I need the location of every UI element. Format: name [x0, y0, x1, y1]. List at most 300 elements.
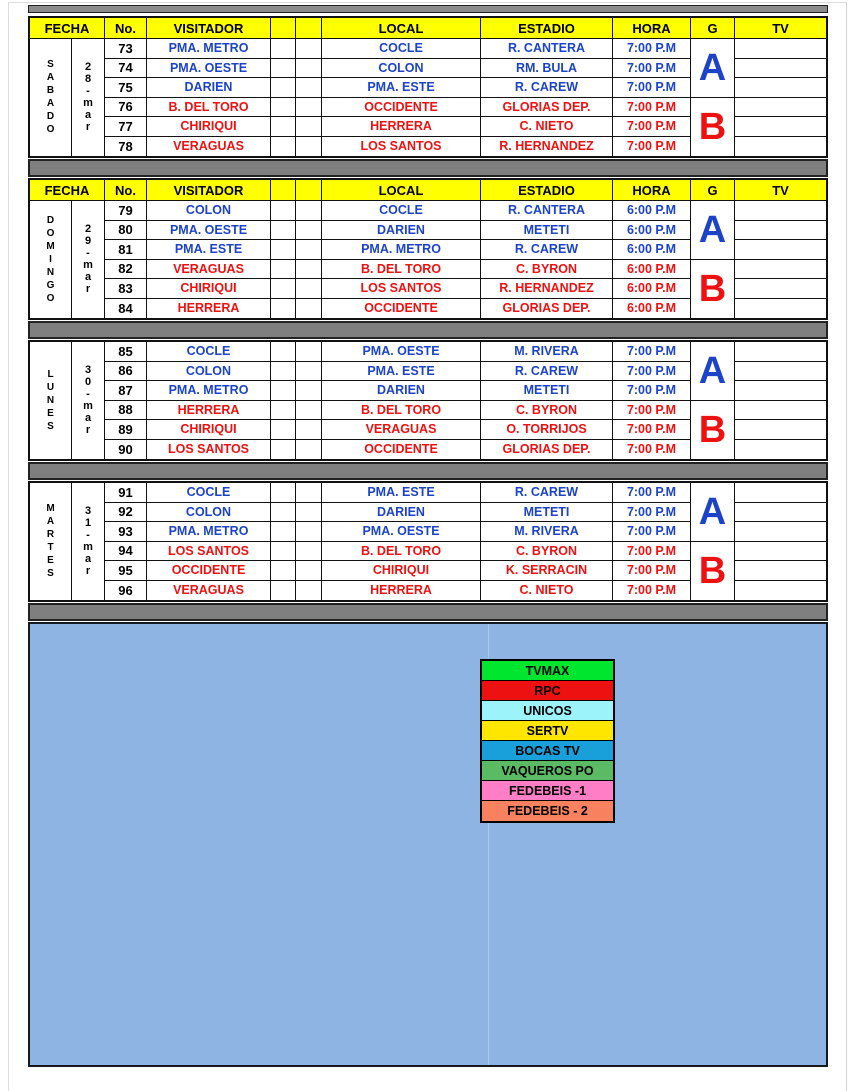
empty-cell — [271, 362, 296, 381]
estadio-cell: R. CANTERA — [481, 39, 613, 58]
local-cell: COCLE — [322, 201, 481, 220]
hora-cell: 7:00 P.M — [613, 561, 691, 580]
vertical-char: B — [46, 85, 55, 96]
vertical-char: m — [83, 97, 93, 109]
empty-cell — [296, 137, 322, 157]
visitador-cell: PMA. METRO — [147, 39, 271, 58]
visitador-cell: PMA. OESTE — [147, 221, 271, 240]
estadio-cell: GLORIAS DEP. — [481, 299, 613, 319]
header-g: G — [691, 18, 735, 38]
schedule-row — [105, 581, 691, 601]
visitador-cell: LOS SANTOS — [147, 542, 271, 561]
empty-cell — [296, 299, 322, 319]
tv-column — [735, 201, 826, 318]
column-header-row — [30, 18, 826, 39]
vertical-char: S — [47, 59, 54, 70]
vertical-char: T — [47, 542, 54, 553]
group-a-cell: A — [691, 483, 734, 542]
group-column — [691, 483, 735, 600]
header-fecha: FECHA — [30, 180, 105, 200]
visitador-cell: PMA. OESTE — [147, 59, 271, 78]
schedule-section — [28, 340, 828, 461]
estadio-cell: R. CAREW — [481, 362, 613, 381]
empty-cell — [296, 98, 322, 117]
game-number-cell: 85 — [105, 342, 147, 361]
estadio-cell: R. CAREW — [481, 483, 613, 502]
tv-cell — [735, 260, 826, 280]
schedule-row — [105, 221, 691, 241]
visitador-cell: PMA. ESTE — [147, 240, 271, 259]
vertical-char: a — [84, 553, 92, 565]
game-number-cell: 96 — [105, 581, 147, 601]
visitador-cell: LOS SANTOS — [147, 440, 271, 460]
game-number-cell: 75 — [105, 78, 147, 97]
header-hora: HORA — [613, 18, 691, 38]
tv-cell — [735, 78, 826, 98]
vertical-char: r — [85, 283, 91, 295]
hora-cell: 6:00 P.M — [613, 279, 691, 298]
game-number-cell: 94 — [105, 542, 147, 561]
vertical-char: r — [85, 121, 91, 133]
vertical-char: M — [46, 503, 55, 514]
hora-cell: 6:00 P.M — [613, 260, 691, 279]
group-a-cell: A — [691, 342, 734, 401]
tv-cell — [735, 279, 826, 299]
tv-cell — [735, 362, 826, 382]
tv-cell — [735, 299, 826, 319]
local-cell: DARIEN — [322, 381, 481, 400]
empty-cell — [271, 240, 296, 259]
tv-column — [735, 342, 826, 459]
empty-cell — [296, 279, 322, 298]
empty-cell — [271, 201, 296, 220]
header-no: No. — [105, 180, 147, 200]
local-cell: PMA. ESTE — [322, 78, 481, 97]
game-number-cell: 73 — [105, 39, 147, 58]
tv-cell — [735, 137, 826, 157]
schedule-row — [105, 503, 691, 523]
vertical-char: A — [46, 72, 55, 83]
tv-column — [735, 483, 826, 600]
game-number-cell: 87 — [105, 381, 147, 400]
estadio-cell: K. SERRACIN — [481, 561, 613, 580]
estadio-cell: C. BYRON — [481, 401, 613, 420]
hora-cell: 7:00 P.M — [613, 39, 691, 58]
footer-panel — [28, 622, 828, 1067]
hora-cell: 7:00 P.M — [613, 78, 691, 97]
empty-cell — [296, 581, 322, 601]
local-cell: B. DEL TORO — [322, 542, 481, 561]
empty-cell — [271, 260, 296, 279]
tv-cell — [735, 581, 826, 601]
game-number-cell: 79 — [105, 201, 147, 220]
empty-cell — [271, 381, 296, 400]
visitador-cell: COCLE — [147, 342, 271, 361]
schedule-row — [105, 420, 691, 440]
empty-cell — [296, 117, 322, 136]
header-g: G — [691, 180, 735, 200]
game-number-cell: 77 — [105, 117, 147, 136]
hora-cell: 6:00 P.M — [613, 240, 691, 259]
empty-cell — [296, 240, 322, 259]
schedule-row — [105, 483, 691, 503]
tv-cell — [735, 440, 826, 460]
estadio-cell: C. BYRON — [481, 260, 613, 279]
separator-bar — [28, 603, 828, 621]
vertical-char: S — [47, 420, 54, 432]
local-cell: LOS SANTOS — [322, 279, 481, 298]
date-label — [72, 483, 105, 600]
schedule-row — [105, 299, 691, 319]
vertical-char: 0 — [84, 376, 92, 388]
tv-cell — [735, 117, 826, 137]
local-cell: OCCIDENTE — [322, 299, 481, 319]
vertical-char: O — [46, 227, 55, 239]
empty-cell — [296, 440, 322, 460]
game-number-cell: 83 — [105, 279, 147, 298]
day-label — [30, 483, 72, 600]
local-cell: PMA. ESTE — [322, 362, 481, 381]
schedule-row — [105, 401, 691, 421]
date-label — [72, 201, 105, 318]
game-number-cell: 95 — [105, 561, 147, 580]
empty-cell — [271, 440, 296, 460]
empty-cell — [271, 39, 296, 58]
header-estadio: ESTADIO — [481, 18, 613, 38]
schedule-row — [105, 201, 691, 221]
visitador-cell: PMA. METRO — [147, 522, 271, 541]
local-cell: B. DEL TORO — [322, 401, 481, 420]
visitador-cell: CHIRIQUI — [147, 420, 271, 439]
separator-bar — [28, 321, 828, 339]
hora-cell: 7:00 P.M — [613, 381, 691, 400]
vertical-char: 1 — [84, 517, 92, 529]
schedule-row — [105, 342, 691, 362]
vertical-char: - — [86, 247, 90, 259]
tv-cell — [735, 420, 826, 440]
local-cell: HERRERA — [322, 117, 481, 136]
schedule-row — [105, 78, 691, 98]
game-number-cell: 93 — [105, 522, 147, 541]
game-number-cell: 74 — [105, 59, 147, 78]
estadio-cell: C. BYRON — [481, 542, 613, 561]
hora-cell: 7:00 P.M — [613, 522, 691, 541]
game-number-cell: 81 — [105, 240, 147, 259]
section-body — [30, 483, 826, 600]
tv-cell — [735, 59, 826, 79]
vertical-char: N — [46, 394, 55, 406]
hora-cell: 6:00 P.M — [613, 221, 691, 240]
schedule-row — [105, 362, 691, 382]
hora-cell: 6:00 P.M — [613, 201, 691, 220]
vertical-char: - — [86, 85, 90, 97]
game-number-cell: 88 — [105, 401, 147, 420]
hora-cell: 7:00 P.M — [613, 420, 691, 439]
schedule-section — [28, 481, 828, 602]
group-b-cell: B — [698, 268, 727, 310]
tv-cell — [735, 98, 826, 118]
schedule — [28, 5, 828, 1067]
visitador-cell: COLON — [147, 201, 271, 220]
game-number-cell: 80 — [105, 221, 147, 240]
group-a-cell: A — [691, 201, 734, 260]
separator-bar — [28, 159, 828, 177]
empty-cell — [296, 201, 322, 220]
legend-item: FEDEBEIS -1 — [482, 781, 613, 801]
schedule-section — [28, 16, 828, 158]
hora-cell: 7:00 P.M — [613, 98, 691, 117]
estadio-cell: METETI — [481, 221, 613, 240]
legend-item: VAQUEROS PO — [482, 761, 613, 781]
empty-cell — [271, 342, 296, 361]
vertical-char: r — [85, 424, 91, 436]
separator-bar-partial — [28, 5, 828, 13]
vertical-char: 2 — [84, 61, 92, 73]
empty-cell — [271, 78, 296, 97]
hora-cell: 7:00 P.M — [613, 117, 691, 136]
empty-cell — [296, 381, 322, 400]
estadio-cell: C. NIETO — [481, 117, 613, 136]
hora-cell: 7:00 P.M — [613, 581, 691, 601]
header-estadio: ESTADIO — [481, 180, 613, 200]
rows-grid — [105, 342, 691, 459]
tv-cell — [735, 542, 826, 562]
game-number-cell: 86 — [105, 362, 147, 381]
local-cell: HERRERA — [322, 581, 481, 601]
estadio-cell: R. CAREW — [481, 78, 613, 97]
schedule-row — [105, 279, 691, 299]
rows-grid — [105, 39, 691, 156]
legend-item: BOCAS TV — [482, 741, 613, 761]
game-number-cell: 91 — [105, 483, 147, 502]
visitador-cell: HERRERA — [147, 299, 271, 319]
game-number-cell: 89 — [105, 420, 147, 439]
date-label — [72, 342, 105, 459]
tv-column — [735, 39, 826, 156]
local-cell: OCCIDENTE — [322, 98, 481, 117]
schedule-row — [105, 98, 691, 118]
local-cell: PMA. METRO — [322, 240, 481, 259]
header-empty-2 — [296, 180, 322, 200]
empty-cell — [271, 401, 296, 420]
vertical-char: O — [46, 292, 55, 304]
tv-cell — [735, 381, 826, 401]
vertical-char: 3 — [84, 364, 92, 376]
hora-cell: 7:00 P.M — [613, 59, 691, 78]
visitador-cell: VERAGUAS — [147, 581, 271, 601]
schedule-row — [105, 59, 691, 79]
vertical-char: r — [85, 565, 91, 577]
schedule-row — [105, 561, 691, 581]
header-empty-1 — [271, 18, 296, 38]
local-cell: COCLE — [322, 39, 481, 58]
hora-cell: 7:00 P.M — [613, 542, 691, 561]
vertical-char: M — [46, 240, 55, 252]
empty-cell — [271, 542, 296, 561]
visitador-cell: HERRERA — [147, 401, 271, 420]
visitador-cell: OCCIDENTE — [147, 561, 271, 580]
estadio-cell: RM. BULA — [481, 59, 613, 78]
vertical-char: m — [83, 541, 93, 553]
vertical-char: a — [84, 412, 92, 424]
hora-cell: 7:00 P.M — [613, 342, 691, 361]
header-no: No. — [105, 18, 147, 38]
vertical-char: A — [46, 516, 55, 527]
visitador-cell: PMA. METRO — [147, 381, 271, 400]
local-cell: B. DEL TORO — [322, 260, 481, 279]
schedule-row — [105, 440, 691, 460]
legend-item: FEDEBEIS - 2 — [482, 801, 613, 821]
vertical-char: G — [46, 279, 55, 291]
empty-cell — [296, 483, 322, 502]
local-cell: PMA. ESTE — [322, 483, 481, 502]
vertical-char: A — [46, 98, 55, 109]
header-empty-2 — [296, 18, 322, 38]
vertical-char: E — [47, 555, 54, 566]
local-cell: VERAGUAS — [322, 420, 481, 439]
group-b-cell: B — [698, 550, 727, 592]
vertical-char: a — [84, 109, 92, 121]
day-label — [30, 342, 72, 459]
vertical-char: 9 — [84, 235, 92, 247]
vertical-char: U — [46, 381, 55, 393]
header-visitador: VISITADOR — [147, 180, 271, 200]
empty-cell — [296, 522, 322, 541]
local-cell: OCCIDENTE — [322, 440, 481, 460]
hora-cell: 7:00 P.M — [613, 401, 691, 420]
header-local: LOCAL — [322, 18, 481, 38]
vertical-char: S — [47, 568, 54, 579]
empty-cell — [296, 503, 322, 522]
vertical-char: 2 — [84, 223, 92, 235]
header-empty-1 — [271, 180, 296, 200]
estadio-cell: R. CAREW — [481, 240, 613, 259]
legend-item: SERTV — [482, 721, 613, 741]
rows-grid — [105, 201, 691, 318]
visitador-cell: VERAGUAS — [147, 260, 271, 279]
vertical-char: m — [83, 400, 93, 412]
visitador-cell: COLON — [147, 362, 271, 381]
schedule-row — [105, 542, 691, 562]
section-body — [30, 201, 826, 318]
hora-cell: 7:00 P.M — [613, 137, 691, 157]
game-number-cell: 92 — [105, 503, 147, 522]
legend-item: RPC — [482, 681, 613, 701]
vertical-char: L — [47, 368, 54, 380]
visitador-cell: B. DEL TORO — [147, 98, 271, 117]
empty-cell — [271, 279, 296, 298]
schedule-row — [105, 381, 691, 401]
hora-cell: 6:00 P.M — [613, 299, 691, 319]
visitador-cell: DARIEN — [147, 78, 271, 97]
vertical-char: I — [49, 253, 52, 265]
empty-cell — [271, 522, 296, 541]
empty-cell — [296, 59, 322, 78]
empty-cell — [296, 401, 322, 420]
vertical-char: - — [86, 388, 90, 400]
visitador-cell: VERAGUAS — [147, 137, 271, 157]
schedule-row — [105, 240, 691, 260]
vertical-char: a — [84, 271, 92, 283]
empty-cell — [271, 59, 296, 78]
day-label — [30, 39, 72, 156]
vertical-char: 8 — [84, 73, 92, 85]
header-visitador: VISITADOR — [147, 18, 271, 38]
empty-cell — [296, 362, 322, 381]
date-label — [72, 39, 105, 156]
hora-cell: 7:00 P.M — [613, 440, 691, 460]
tv-cell — [735, 503, 826, 523]
vertical-char: D — [46, 111, 55, 122]
empty-cell — [296, 561, 322, 580]
section-body — [30, 342, 826, 459]
estadio-cell: R. HERNANDEZ — [481, 279, 613, 298]
group-column — [691, 201, 735, 318]
empty-cell — [271, 98, 296, 117]
column-header-row — [30, 180, 826, 201]
schedule-row — [105, 39, 691, 59]
empty-cell — [296, 260, 322, 279]
game-number-cell: 82 — [105, 260, 147, 279]
hora-cell: 7:00 P.M — [613, 503, 691, 522]
local-cell: LOS SANTOS — [322, 137, 481, 157]
schedule-row — [105, 260, 691, 280]
tv-cell — [735, 483, 826, 503]
vertical-char: N — [46, 266, 55, 278]
game-number-cell: 84 — [105, 299, 147, 319]
vertical-char: E — [47, 407, 54, 419]
header-fecha: FECHA — [30, 18, 105, 38]
empty-cell — [271, 503, 296, 522]
tv-cell — [735, 201, 826, 221]
empty-cell — [271, 299, 296, 319]
empty-cell — [271, 483, 296, 502]
separator-bar — [28, 462, 828, 480]
estadio-cell: R. CANTERA — [481, 201, 613, 220]
estadio-cell: M. RIVERA — [481, 342, 613, 361]
tv-cell — [735, 39, 826, 59]
header-tv: TV — [772, 182, 789, 198]
group-a-cell: A — [691, 39, 734, 98]
section-body — [30, 39, 826, 156]
empty-cell — [296, 39, 322, 58]
empty-cell — [271, 117, 296, 136]
tv-cell — [735, 401, 826, 421]
vertical-char: - — [86, 529, 90, 541]
header-hora: HORA — [613, 180, 691, 200]
vertical-char: R — [46, 529, 55, 540]
legend-item: TVMAX — [482, 661, 613, 681]
hora-cell: 7:00 P.M — [613, 483, 691, 502]
tv-cell — [735, 342, 826, 362]
local-cell: DARIEN — [322, 221, 481, 240]
local-cell: COLON — [322, 59, 481, 78]
visitador-cell: COCLE — [147, 483, 271, 502]
local-cell: PMA. OESTE — [322, 342, 481, 361]
tv-cell — [735, 240, 826, 260]
estadio-cell: C. NIETO — [481, 581, 613, 601]
header-tv: TV — [772, 20, 789, 36]
rows-grid — [105, 483, 691, 600]
group-b-cell: B — [698, 106, 727, 148]
empty-cell — [296, 342, 322, 361]
empty-cell — [271, 221, 296, 240]
estadio-cell: METETI — [481, 503, 613, 522]
game-number-cell: 78 — [105, 137, 147, 157]
schedule-row — [105, 137, 691, 157]
local-cell: DARIEN — [322, 503, 481, 522]
empty-cell — [271, 137, 296, 157]
